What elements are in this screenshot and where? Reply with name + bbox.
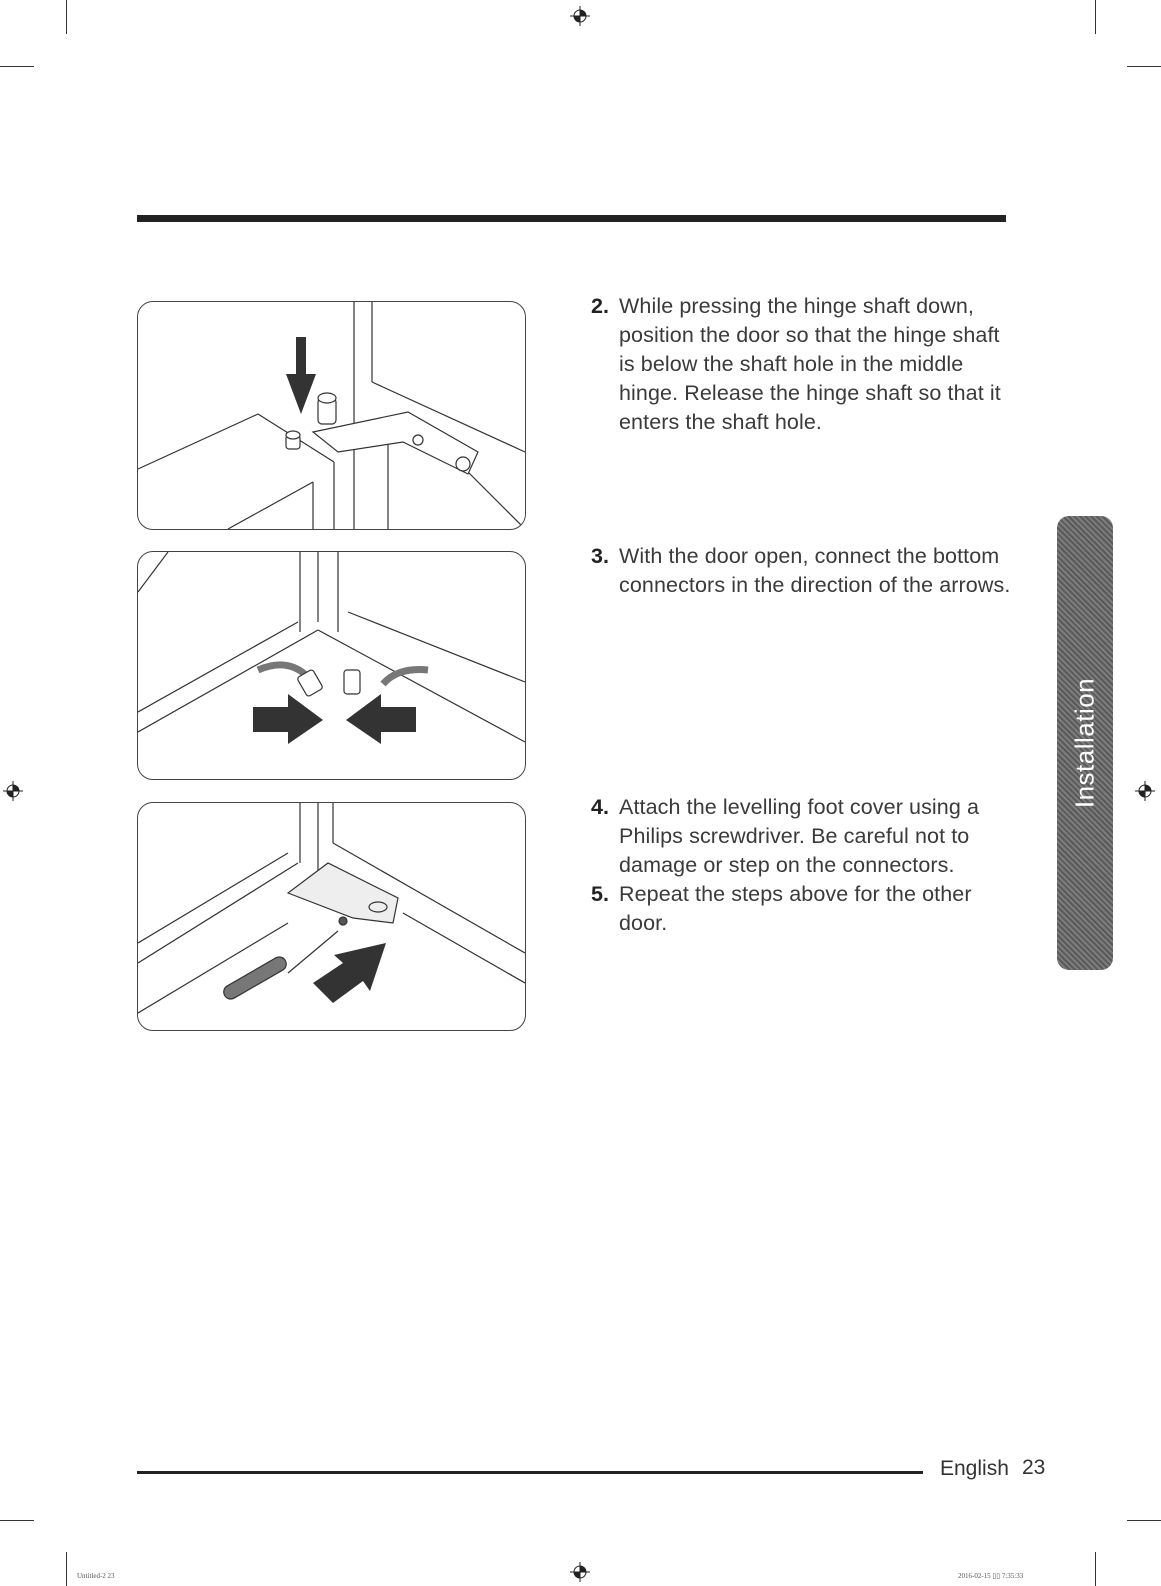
- crop-mark: [66, 1552, 67, 1586]
- step-text: While pressing the hinge shaft down, position the door so that the hinge shaft is below the shaft hole in the middle hinge. Release the hinge shaft so that it enters the shaft hole.: [619, 294, 1001, 434]
- registration-mark-icon: [570, 1562, 590, 1582]
- crop-mark: [1095, 1552, 1096, 1586]
- figure-connectors: [137, 551, 526, 780]
- step-text: With the door open, connect the bottom connectors in the direction of the arrows.: [619, 544, 1011, 597]
- crop-mark: [1127, 1520, 1161, 1521]
- page-number: 23: [1022, 1456, 1046, 1479]
- footer-language: English: [940, 1457, 1009, 1480]
- chapter-tab: [1057, 516, 1113, 970]
- step-4: [591, 793, 1011, 880]
- crop-mark: [66, 0, 67, 34]
- crop-mark: [0, 66, 34, 67]
- connectors-illustration: [138, 552, 525, 779]
- step-number: 4.: [591, 795, 610, 819]
- header-rule: [137, 215, 1006, 222]
- step-3: [591, 542, 1011, 600]
- crop-mark: [1095, 0, 1096, 34]
- chapter-tab-label: Installation: [1069, 677, 1100, 809]
- figure-foot-cover: [137, 802, 526, 1031]
- footer-rule: [137, 1471, 923, 1474]
- foot-cover-illustration: [138, 803, 525, 1030]
- step-number: 3.: [591, 544, 610, 568]
- step-number: 5.: [591, 882, 610, 906]
- crop-mark: [0, 1520, 34, 1521]
- registration-mark-icon: [570, 6, 590, 26]
- crop-mark: [1127, 66, 1161, 67]
- registration-mark-icon: [1135, 781, 1155, 801]
- figure-hinge-shaft: [137, 301, 526, 530]
- step-5: [591, 880, 1011, 938]
- imprint-file: Untitled-2 23: [77, 1572, 115, 1580]
- hinge-shaft-illustration: [138, 302, 525, 529]
- step-text: Repeat the steps above for the other door.: [619, 882, 972, 935]
- imprint-timestamp: 2016-02-15 ▯▯ 7:35:33: [958, 1572, 1024, 1580]
- step-text: Attach the levelling foot cover using a Philips screwdriver. Be careful not to damage or step on the connectors.: [619, 795, 980, 877]
- step-number: 2.: [591, 294, 610, 318]
- registration-mark-icon: [3, 781, 23, 801]
- step-2: [591, 292, 1011, 437]
